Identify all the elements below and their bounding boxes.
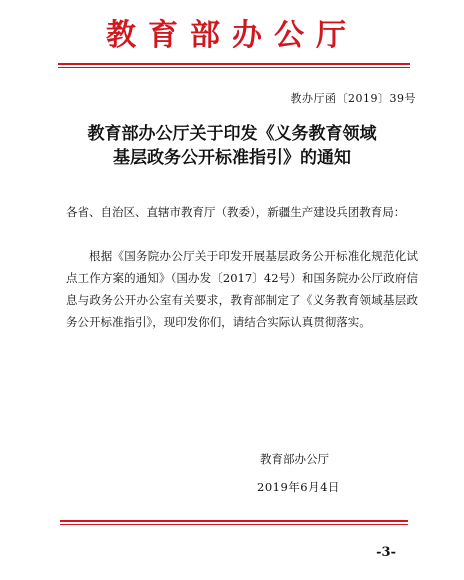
document-title-line2: 基层政务公开标准指引》的通知 bbox=[113, 148, 351, 168]
footer-rule-thick bbox=[60, 520, 408, 522]
signature: 教育部办公厅 bbox=[260, 452, 329, 466]
footer-rule-thin bbox=[60, 524, 408, 525]
addressee: 各省、自治区、直辖市教育厅（教委），新疆生产建设兵团教育局： bbox=[66, 205, 406, 219]
header-rule-thin bbox=[58, 67, 410, 68]
body-paragraph: 根据《国务院办公厅关于印发开展基层政务公开标准化规范化试点工作方案的通知》（国办发〔2017〕42号）和国务院办公厅政府信息与政务公开办公室有关要求，教育部制定了《义务教育领域基层政务公开标准指引》，现印发你们，请结合实际认真贯彻落实。 bbox=[66, 249, 418, 329]
page-number: -3- bbox=[376, 545, 396, 560]
issuer-header: 教育部办公厅 bbox=[106, 18, 358, 53]
document-number: 教办厅函〔2019〕39号 bbox=[290, 92, 416, 105]
issue-date: 2019年6月4日 bbox=[257, 480, 340, 494]
header-rule-thick bbox=[58, 63, 410, 65]
document-title-line1: 教育部办公厅关于印发《义务教育领域 bbox=[87, 124, 377, 144]
document-title bbox=[0, 122, 464, 170]
